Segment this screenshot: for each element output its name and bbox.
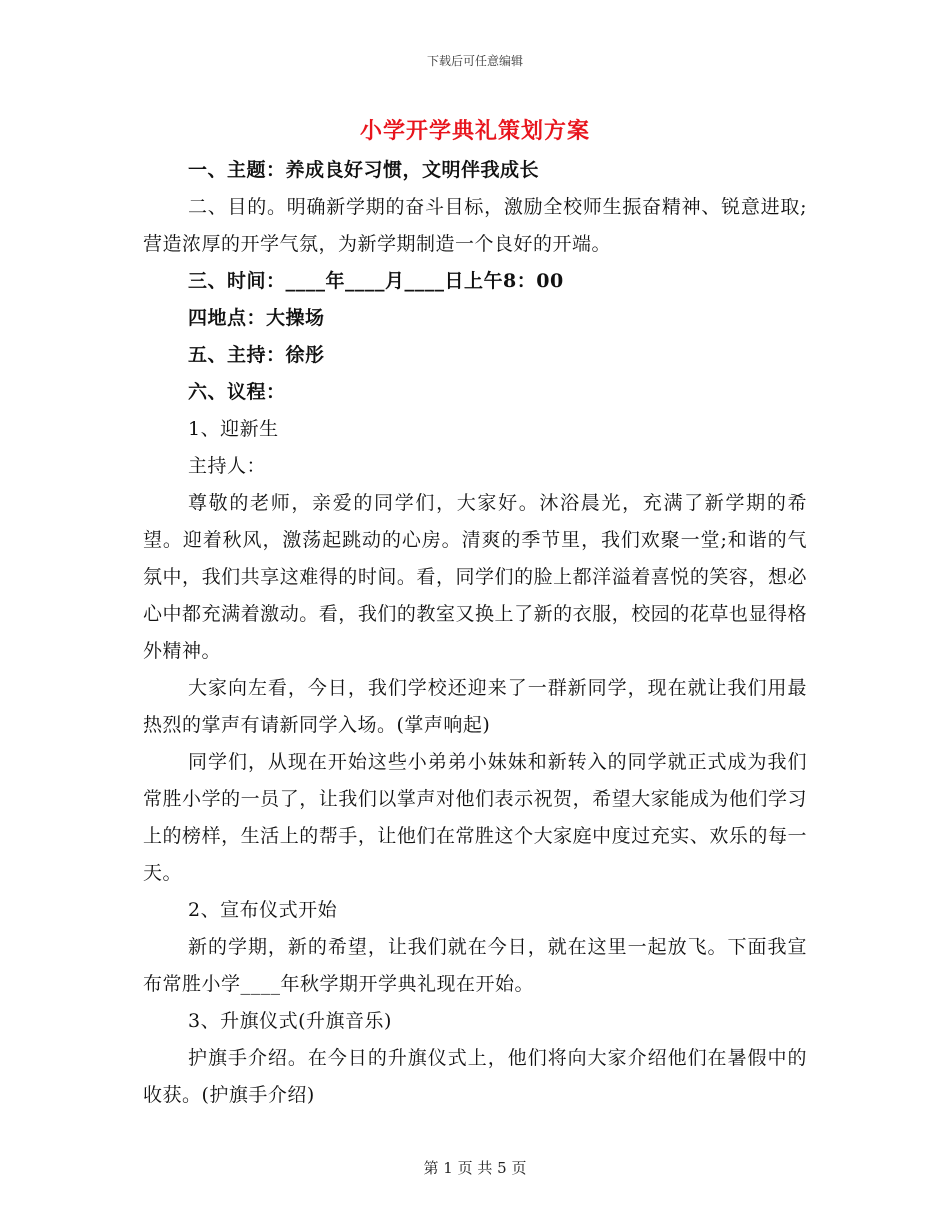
document-title: 小学开学典礼策划方案	[359, 118, 590, 144]
paragraph-agenda-heading: 六、议程：	[188, 381, 286, 403]
paragraph-time: 三、时间：____年____月____日上午8：00	[188, 270, 564, 292]
paragraph-host-label: 主持人：	[188, 455, 267, 477]
paragraph-welcome-students: 同学们，从现在开始这些小弟弟小妹妹和新转入的同学就正式成为我们常胜小学的一员了，让我们以掌声对他们表示祝贺，希望大家能成为他们学习上的榜样，生活上的帮手，让他们在常胜这个大家庭中度过充实、欢乐的每一天。	[143, 751, 807, 884]
paragraph-new-students: 大家向左看，今日，我们学校还迎来了一群新同学，现在就让我们用最热烈的掌声有请新同学入场。(掌声响起)	[143, 677, 807, 736]
agenda-item-announce: 2、宣布仪式开始	[188, 899, 338, 921]
page-header: 下载后可任意编辑	[426, 54, 523, 68]
paragraph-flag-guards: 护旗手介绍。在今日的升旗仪式上，他们将向大家介绍他们在暑假中的收获。(护旗手介绍)	[143, 1047, 807, 1106]
agenda-item-flag-raising: 3、升旗仪式(升旗音乐)	[188, 1010, 392, 1032]
paragraph-purpose: 二、目的。明确新学期的奋斗目标，激励全校师生振奋精神、锐意进取;营造浓厚的开学气氛，为新学期制造一个良好的开端。	[143, 196, 807, 255]
page-footer: 第 1 页 共 5 页	[423, 1159, 527, 1177]
document-body	[143, 152, 807, 1114]
paragraph-host: 五、主持：徐彤	[188, 344, 325, 366]
paragraph-location: 四地点：大操场	[188, 307, 325, 329]
agenda-item-welcome: 1、迎新生	[188, 418, 279, 440]
paragraph-greeting: 尊敬的老师，亲爱的同学们，大家好。沐浴晨光，充满了新学期的希望。迎着秋风，激荡起跳动的心房。清爽的季节里，我们欢聚一堂;和谐的气氛中，我们共享这难得的时间。看，同学们的脸上都洋溢着喜悦的笑容，想必心中都充满着激动。看，我们的教室又换上了新的衣服，校园的花草也显得格外精神。	[143, 492, 807, 662]
paragraph-theme: 一、主题：养成良好习惯，文明伴我成长	[188, 159, 540, 181]
paragraph-announcement: 新的学期，新的希望，让我们就在今日，就在这里一起放飞。下面我宣布常胜小学____年秋学期开学典礼现在开始。	[143, 936, 807, 995]
